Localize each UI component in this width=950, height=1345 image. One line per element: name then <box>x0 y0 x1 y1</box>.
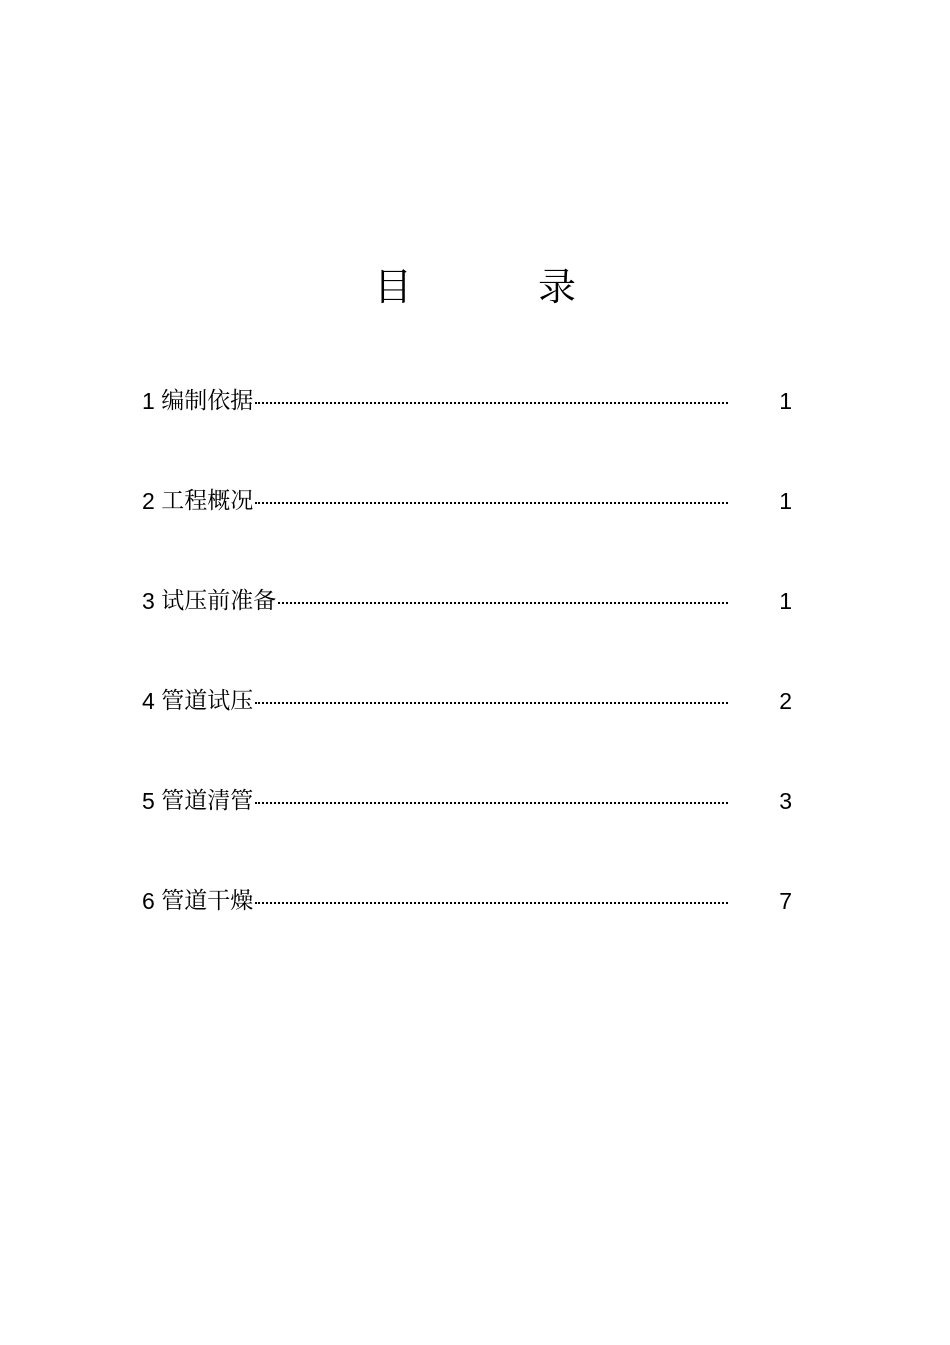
toc-entry-page: 2 <box>779 688 792 714</box>
page-title <box>0 262 950 312</box>
toc-entry-4[interactable] <box>142 678 792 724</box>
dot-leader <box>255 678 728 724</box>
toc-entry-2[interactable] <box>142 478 792 524</box>
toc-entry-number: 6 <box>142 888 155 914</box>
toc-entry-number: 1 <box>142 388 155 414</box>
toc-entry-3[interactable] <box>142 578 792 624</box>
toc-entry-title: 管道干燥 <box>161 888 254 914</box>
toc-entry-1[interactable] <box>142 378 792 424</box>
title-char-1: 目 <box>374 265 413 309</box>
toc-entry-number: 4 <box>142 688 155 714</box>
dot-leader <box>255 878 728 924</box>
dot-leader <box>255 778 728 824</box>
toc-entry-page: 3 <box>779 788 792 814</box>
toc-entry-title: 编制依据 <box>161 388 254 414</box>
toc-entry-page: 1 <box>779 388 792 414</box>
toc-entry-title: 工程概况 <box>161 488 254 514</box>
title-char-2: 录 <box>538 265 577 309</box>
toc-entry-5[interactable] <box>142 778 792 824</box>
toc-entry-page: 1 <box>779 588 792 614</box>
toc-entry-6[interactable] <box>142 878 792 924</box>
toc-entry-title: 试压前准备 <box>161 588 277 614</box>
dot-leader <box>278 578 728 624</box>
toc-entry-title: 管道清管 <box>161 788 254 814</box>
toc-entry-number: 5 <box>142 788 155 814</box>
dot-leader <box>255 478 728 524</box>
toc-entry-number: 2 <box>142 488 155 514</box>
toc-entry-page: 7 <box>779 888 792 914</box>
toc-entry-page: 1 <box>779 488 792 514</box>
toc-entry-title: 管道试压 <box>161 688 254 714</box>
dot-leader <box>255 378 728 424</box>
toc-entry-number: 3 <box>142 588 155 614</box>
table-of-contents <box>142 378 792 978</box>
